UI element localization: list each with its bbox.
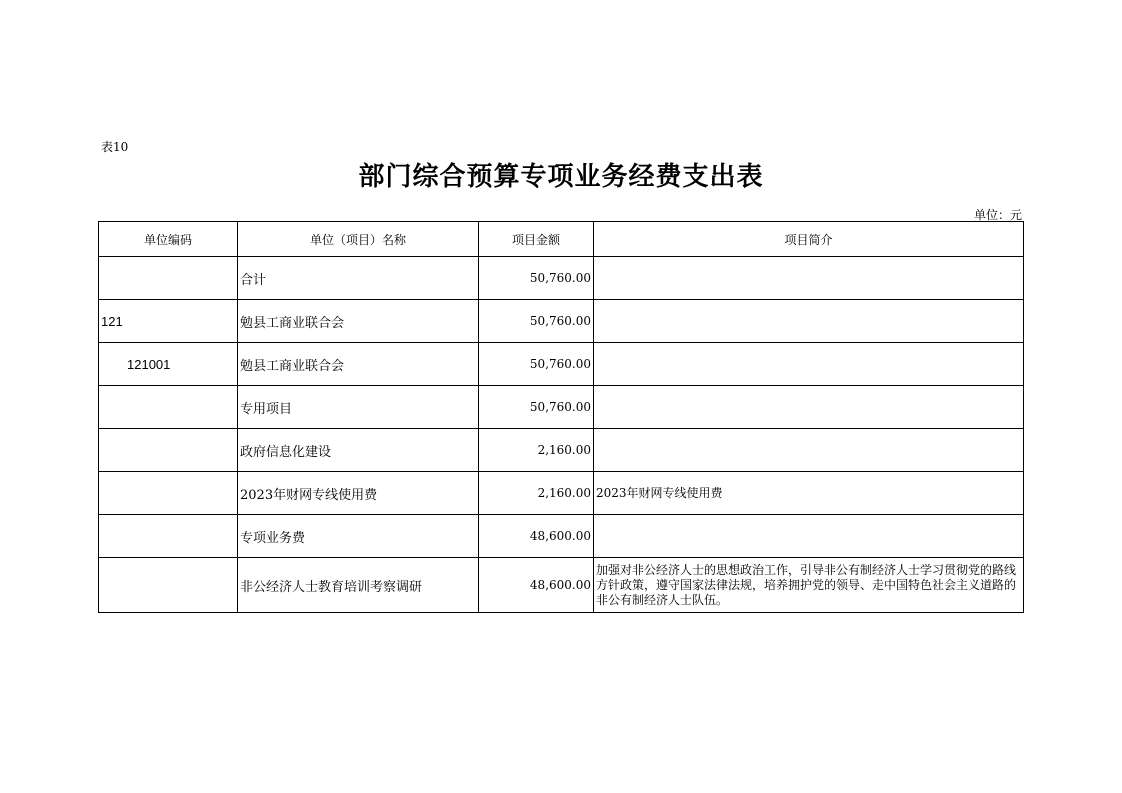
page-title: 部门综合预算专项业务经费支出表 [358, 162, 764, 192]
table-row [99, 515, 1024, 558]
budget-table [98, 221, 1024, 613]
table-row [99, 429, 1024, 472]
unit-code-cell: 121 [99, 300, 238, 343]
description-cell [594, 386, 1024, 429]
unit-name-cell: 勉县工商业联合会 [238, 300, 479, 343]
amount-cell: 2,160.00 [479, 472, 594, 515]
description-cell: 加强对非公经济人士的思想政治工作，引导非公有制经济人士学习贯彻党的路线方针政策，遵守国家法律法规，培养拥护党的领导、走中国特色社会主义道路的非公有制经济人士队伍。 [594, 558, 1024, 613]
unit-name-cell: 合计 [238, 257, 479, 300]
unit-name-cell: 非公经济人士教育培训考察调研 [238, 558, 479, 613]
description-cell [594, 515, 1024, 558]
unit-name-cell: 专用项目 [238, 386, 479, 429]
description-cell [594, 429, 1024, 472]
unit-name-cell: 专项业务费 [238, 515, 479, 558]
description-cell [594, 300, 1024, 343]
table-row [99, 300, 1024, 343]
unit-name-cell: 勉县工商业联合会 [238, 343, 479, 386]
column-header-description: 项目简介 [594, 222, 1024, 257]
unit-code-cell [99, 515, 238, 558]
amount-cell: 50,760.00 [479, 257, 594, 300]
table-row [99, 472, 1024, 515]
table-row [99, 386, 1024, 429]
amount-cell: 50,760.00 [479, 300, 594, 343]
unit-code-cell [99, 257, 238, 300]
amount-cell: 50,760.00 [479, 343, 594, 386]
column-header-amount: 项目金额 [479, 222, 594, 257]
table-row [99, 343, 1024, 386]
description-cell [594, 343, 1024, 386]
amount-cell: 2,160.00 [479, 429, 594, 472]
column-header-unit-code: 单位编码 [99, 222, 238, 257]
unit-label: 单位：元 [973, 208, 1022, 222]
unit-code-cell [99, 472, 238, 515]
unit-name-cell: 2023年财网专线使用费 [238, 472, 479, 515]
table-row [99, 257, 1024, 300]
amount-cell: 50,760.00 [479, 386, 594, 429]
description-cell: 2023年财网专线使用费 [594, 472, 1024, 515]
amount-cell: 48,600.00 [479, 515, 594, 558]
unit-code-cell [99, 558, 238, 613]
table-header-row [99, 222, 1024, 257]
unit-code-cell: 121001 [99, 343, 238, 386]
table-row [99, 558, 1024, 613]
unit-code-cell [99, 386, 238, 429]
description-cell [594, 257, 1024, 300]
table-number: 表10 [101, 140, 129, 154]
unit-name-cell: 政府信息化建设 [238, 429, 479, 472]
column-header-unit-name: 单位（项目）名称 [238, 222, 479, 257]
unit-code-cell [99, 429, 238, 472]
amount-cell: 48,600.00 [479, 558, 594, 613]
